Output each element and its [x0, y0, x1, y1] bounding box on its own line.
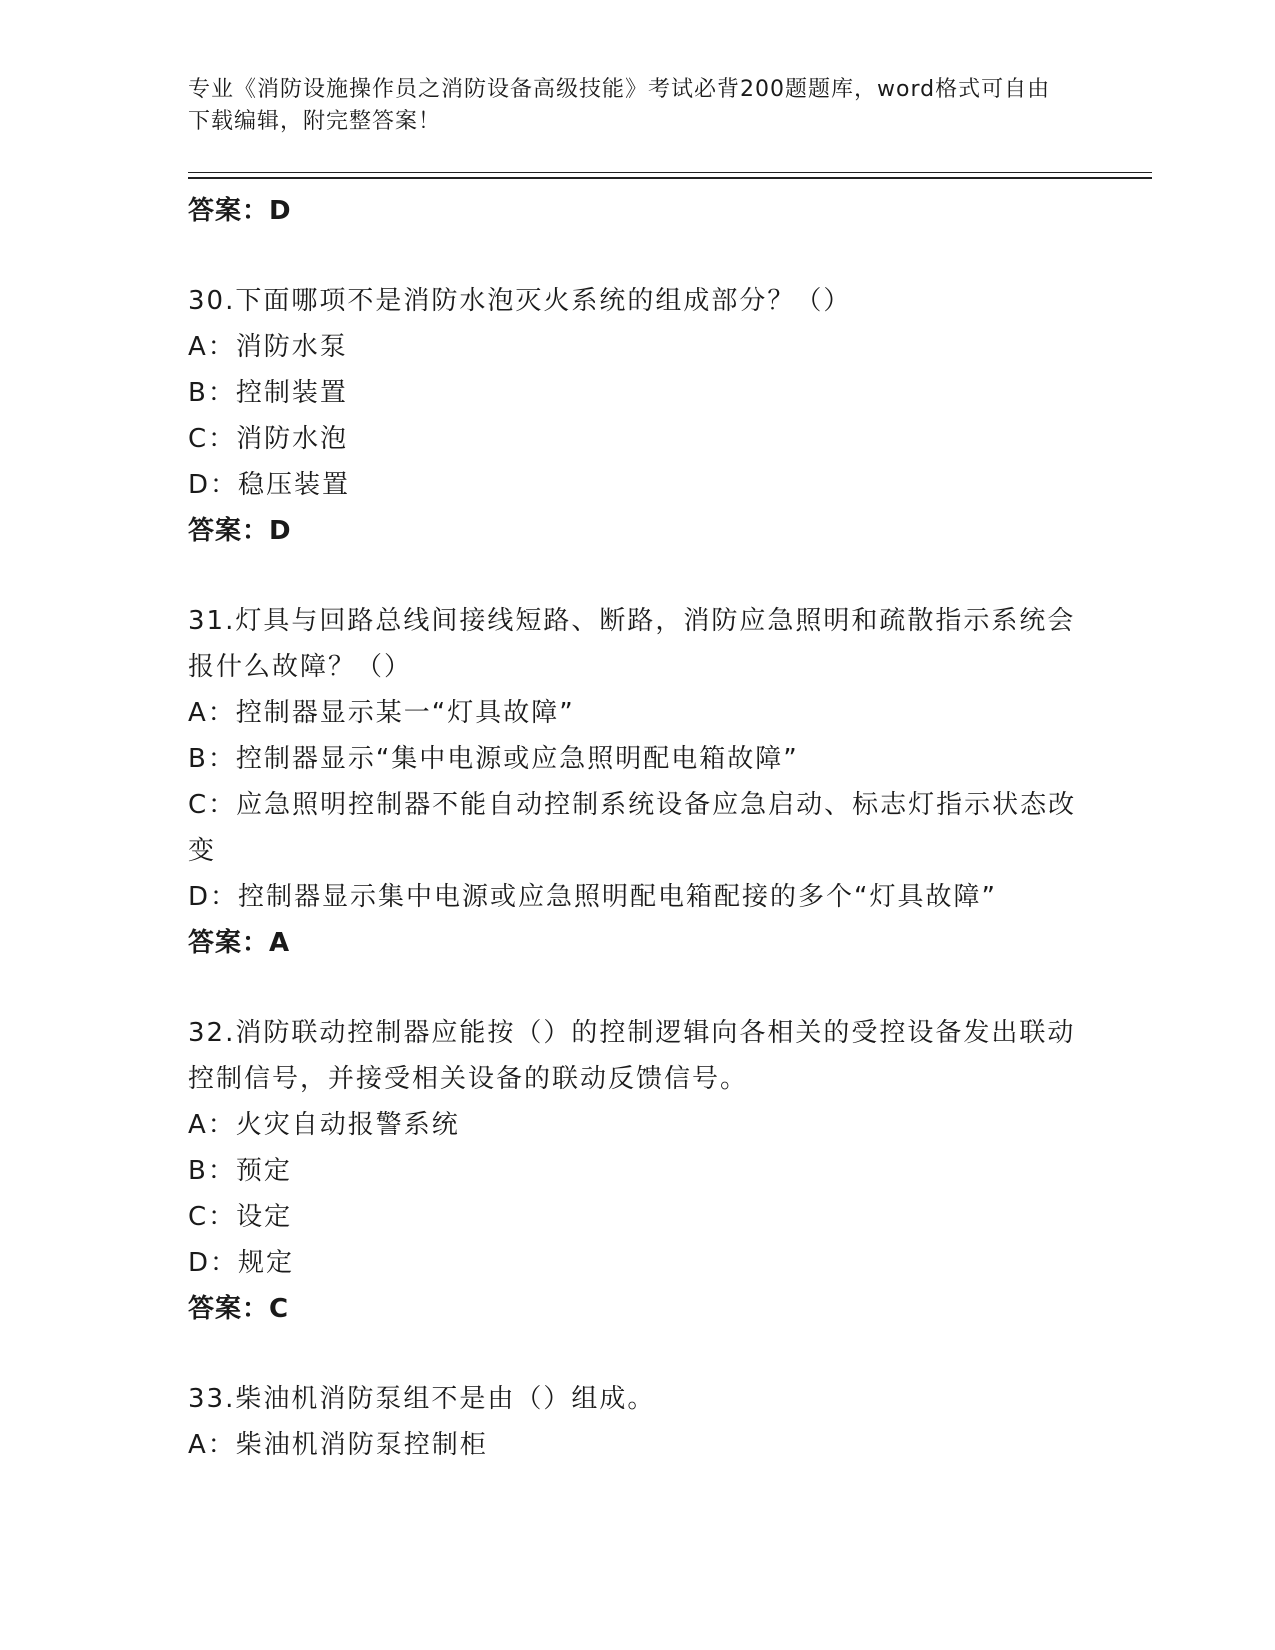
question-block	[188, 1376, 1088, 1468]
question-text: 31.灯具与回路总线间接线短路、断路，消防应急照明和疏散指示系统会报什么故障？（）	[188, 606, 1076, 682]
option-b: B：控制装置	[188, 378, 348, 408]
spacer	[188, 1332, 1088, 1376]
document-body	[188, 188, 1088, 1468]
option-c: C：应急照明控制器不能自动控制系统设备应急启动、标志灯指示状态改变	[188, 790, 1077, 866]
option-a: A：柴油机消防泵控制柜	[188, 1430, 488, 1460]
option-d: D：规定	[188, 1248, 295, 1278]
option-a: A：消防水泵	[188, 332, 348, 362]
question-block	[188, 598, 1088, 966]
answer-line: 答案：C	[188, 1294, 290, 1324]
answer-line: 答案：D	[188, 196, 292, 226]
option-c: C：设定	[188, 1202, 293, 1232]
question-text: 32.消防联动控制器应能按（）的控制逻辑向各相关的受控设备发出联动控制信号，并接受相关设备的联动反馈信号。	[188, 1018, 1076, 1094]
answer-line: 答案：D	[188, 516, 292, 546]
question-block	[188, 1010, 1088, 1332]
document-header: 专业《消防设施操作员之消防设备高级技能》考试必背200题题库，word格式可自由下载编辑，附完整答案！	[188, 77, 1051, 134]
option-a: A：火灾自动报警系统	[188, 1110, 460, 1140]
answer-line: 答案：A	[188, 928, 291, 958]
option-b: B：预定	[188, 1156, 292, 1186]
question-text: 33.柴油机消防泵组不是由（）组成。	[188, 1384, 656, 1414]
spacer	[188, 966, 1088, 1010]
spacer	[188, 234, 1088, 278]
option-d: D：控制器显示集中电源或应急照明配电箱配接的多个“灯具故障”	[188, 882, 997, 912]
option-c: C：消防水泡	[188, 424, 349, 454]
header-rule-top	[188, 172, 1152, 173]
option-b: B：控制器显示“集中电源或应急照明配电箱故障”	[188, 744, 799, 774]
spacer	[188, 554, 1088, 598]
question-block	[188, 278, 1088, 554]
option-a: A：控制器显示某一“灯具故障”	[188, 698, 575, 728]
option-d: D：稳压装置	[188, 470, 351, 500]
header-rule-bottom	[188, 177, 1152, 179]
question-text: 30.下面哪项不是消防水泡灭火系统的组成部分？（）	[188, 286, 852, 316]
